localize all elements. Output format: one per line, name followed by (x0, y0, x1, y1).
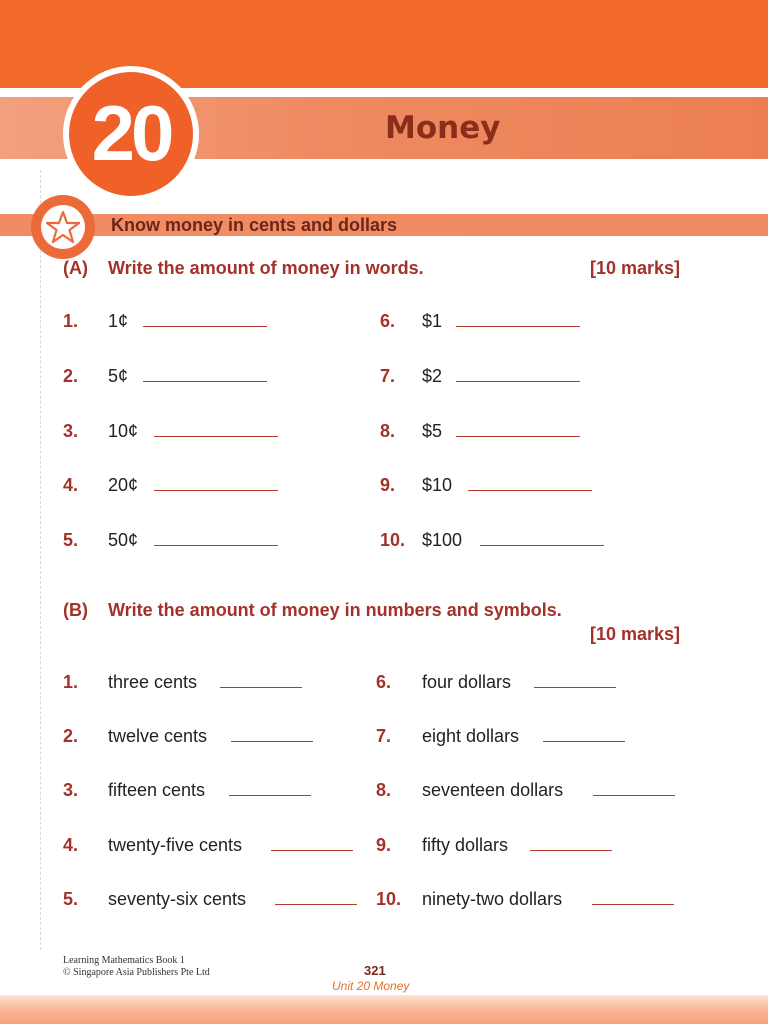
question-text: $5 (422, 421, 443, 441)
question-text: seventy-six cents (108, 889, 247, 909)
question-text: eight dollars (422, 726, 520, 746)
question-text: twenty-five cents (108, 835, 243, 855)
answer-blank[interactable] (530, 850, 612, 851)
book-title: Learning Mathematics Book 1 (63, 955, 185, 966)
question-text: ninety-two dollars (422, 889, 563, 909)
answer-blank[interactable] (456, 381, 580, 382)
part-a-instruction: Write the amount of money in words. (108, 258, 424, 278)
answer-blank[interactable] (143, 326, 267, 327)
question-text: $2 (422, 366, 443, 386)
question-number: 10. (376, 889, 402, 909)
question-number: 5. (63, 889, 79, 909)
question-text: fifteen cents (108, 780, 206, 800)
answer-blank[interactable] (543, 741, 625, 742)
unit-badge (69, 72, 193, 196)
question-text: 10¢ (108, 421, 139, 441)
answer-blank[interactable] (271, 850, 353, 851)
question-number: 2. (63, 726, 79, 746)
star-icon (46, 210, 80, 244)
question-number: 1. (63, 311, 79, 331)
footer-band (0, 995, 768, 1024)
question-number: 5. (63, 530, 79, 550)
answer-blank[interactable] (231, 741, 313, 742)
question-number: 3. (63, 780, 79, 800)
answer-blank[interactable] (534, 687, 616, 688)
question-text: four dollars (422, 672, 512, 692)
question-number: 4. (63, 475, 79, 495)
publisher: © Singapore Asia Publishers Pte Ltd (63, 967, 210, 978)
question-number: 2. (63, 366, 79, 386)
answer-blank[interactable] (275, 904, 357, 905)
answer-blank[interactable] (480, 545, 604, 546)
answer-blank[interactable] (154, 545, 278, 546)
question-text: $10 (422, 475, 453, 495)
question-text: 20¢ (108, 475, 139, 495)
question-number: 10. (380, 530, 406, 550)
answer-blank[interactable] (592, 904, 674, 905)
margin-guide (40, 170, 41, 950)
question-text: $1 (422, 311, 443, 331)
page-number: 321 (364, 963, 386, 978)
part-a-marks: [10 marks] (590, 258, 681, 278)
question-text: 5¢ (108, 366, 129, 386)
question-number: 9. (380, 475, 396, 495)
answer-blank[interactable] (456, 436, 580, 437)
footer-credits (63, 955, 210, 979)
question-number: 8. (376, 780, 392, 800)
section-title: Know money in cents and dollars (111, 215, 398, 235)
part-b-label: (B) (63, 600, 88, 620)
question-text: twelve cents (108, 726, 208, 746)
question-text: 50¢ (108, 530, 139, 550)
question-text: seventeen dollars (422, 780, 564, 800)
question-number: 3. (63, 421, 79, 441)
question-text: fifty dollars (422, 835, 509, 855)
unit-number: 20 (91, 88, 171, 177)
part-a-label: (A) (63, 258, 88, 278)
answer-blank[interactable] (220, 687, 302, 688)
answer-blank[interactable] (154, 490, 278, 491)
answer-blank[interactable] (154, 436, 278, 437)
question-number: 1. (63, 672, 79, 692)
page-title: Money (385, 110, 501, 146)
question-number: 7. (380, 366, 396, 386)
part-b-marks: [10 marks] (590, 624, 681, 644)
answer-blank[interactable] (456, 326, 580, 327)
part-b-instruction: Write the amount of money in numbers and symbols. (108, 600, 562, 620)
question-text: 1¢ (108, 311, 129, 331)
question-number: 7. (376, 726, 392, 746)
answer-blank[interactable] (468, 490, 592, 491)
answer-blank[interactable] (229, 795, 311, 796)
question-number: 6. (376, 672, 392, 692)
question-text: $100 (422, 530, 463, 550)
answer-blank[interactable] (143, 381, 267, 382)
footer-unit-label: Unit 20 Money (332, 979, 410, 993)
question-text: three cents (108, 672, 198, 692)
question-number: 9. (376, 835, 392, 855)
star-badge (31, 195, 95, 259)
question-number: 8. (380, 421, 396, 441)
question-number: 6. (380, 311, 396, 331)
answer-blank[interactable] (593, 795, 675, 796)
question-number: 4. (63, 835, 79, 855)
